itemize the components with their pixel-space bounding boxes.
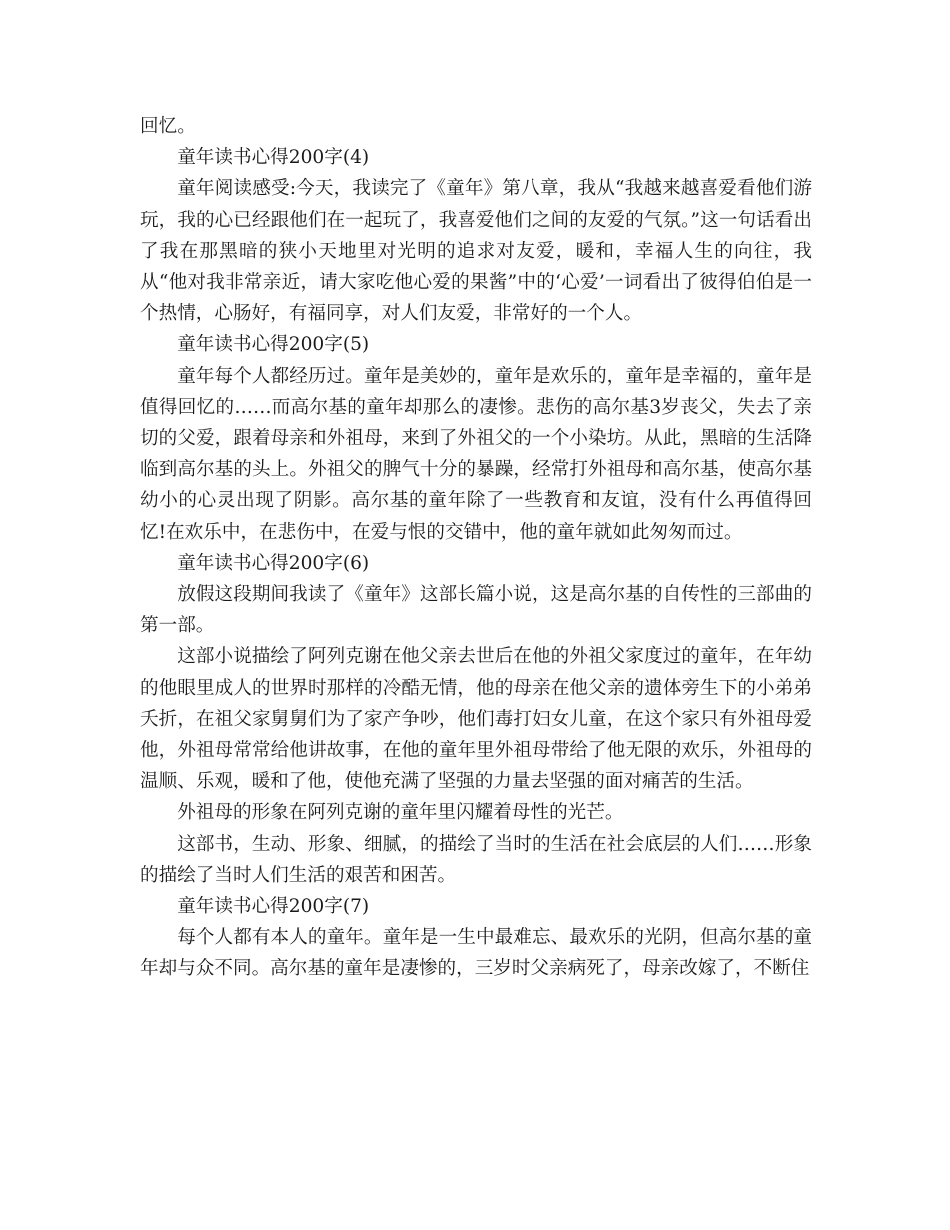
paragraph: 这部书，生动、形象、细腻，的描绘了当时的生活在社会底层的人们……形象的描绘了当时人们生活的艰苦和困苦。 bbox=[140, 833, 812, 886]
section-heading-6: 童年读书心得200字(6) bbox=[177, 552, 370, 574]
section-heading-4: 童年读书心得200字(4) bbox=[177, 147, 370, 169]
paragraph: 童年阅读感受:今天，我读完了《童年》第八章，我从“我越来越喜爱看他们游玩，我的心已经跟他们在一起玩了，我喜爱他们之间的友爱的气氛。”这一句话看出了我在那黑暗的狭小天地里对光明的追求对友爱，暖和，幸福人生的向往，我从“他对我非常亲近，请大家吃他心爱的果酱”中的‘心爱’一词看出了彼得伯伯是一个热情，心肠好，有福同享，对人们友爱，非常好的一个人。 bbox=[140, 178, 812, 325]
section-heading-5: 童年读书心得200字(5) bbox=[177, 334, 370, 356]
paragraph: 外祖母的形象在阿列克谢的童年里闪耀着母性的光芒。 bbox=[177, 802, 624, 824]
paragraph: 童年每个人都经历过。童年是美妙的，童年是欢乐的，童年是幸福的，童年是值得回忆的……而高尔基的童年却那么的凄惨。悲伤的高尔基3岁丧父，失去了亲切的父爱，跟着母亲和外祖母，来到了外祖父的一个小染坊。从此，黑暗的生活降临到高尔基的头上。外祖父的脾气十分的暴躁，经常打外祖母和高尔基，使高尔基幼小的心灵出现了阴影。高尔基的童年除了一些教育和友谊，没有什么再值得回忆!在欢乐中，在悲伤中，在爱与恨的交错中，他的童年就如此匆匆而过。 bbox=[140, 365, 812, 543]
paragraph: 放假这段期间我读了《童年》这部长篇小说，这是高尔基的自传性的三部曲的第一部。 bbox=[140, 584, 812, 637]
document-body bbox=[140, 111, 812, 985]
paragraph-continuation: 回忆。 bbox=[140, 116, 196, 137]
section-heading-7: 童年读书心得200字(7) bbox=[177, 896, 370, 918]
paragraph: 这部小说描绘了阿列克谢在他父亲去世后在他的外祖父家度过的童年，在年幼的他眼里成人的世界时那样的冷酷无情，他的母亲在他父亲的遗体旁生下的小弟弟夭折，在祖父家舅舅们为了家产争吵，他们毒打妇女儿童，在这个家只有外祖母爱他，外祖母常常给他讲故事，在他的童年里外祖母带给了他无限的欢乐，外祖母的温顺、乐观，暖和了他，使他充满了坚强的力量去坚强的面对痛苦的生活。 bbox=[140, 646, 812, 793]
paragraph: 每个人都有本人的童年。童年是一生中最难忘、最欢乐的光阴，但高尔基的童年却与众不同。高尔基的童年是凄惨的，三岁时父亲病死了，母亲改嫁了，不断住 bbox=[140, 927, 812, 980]
